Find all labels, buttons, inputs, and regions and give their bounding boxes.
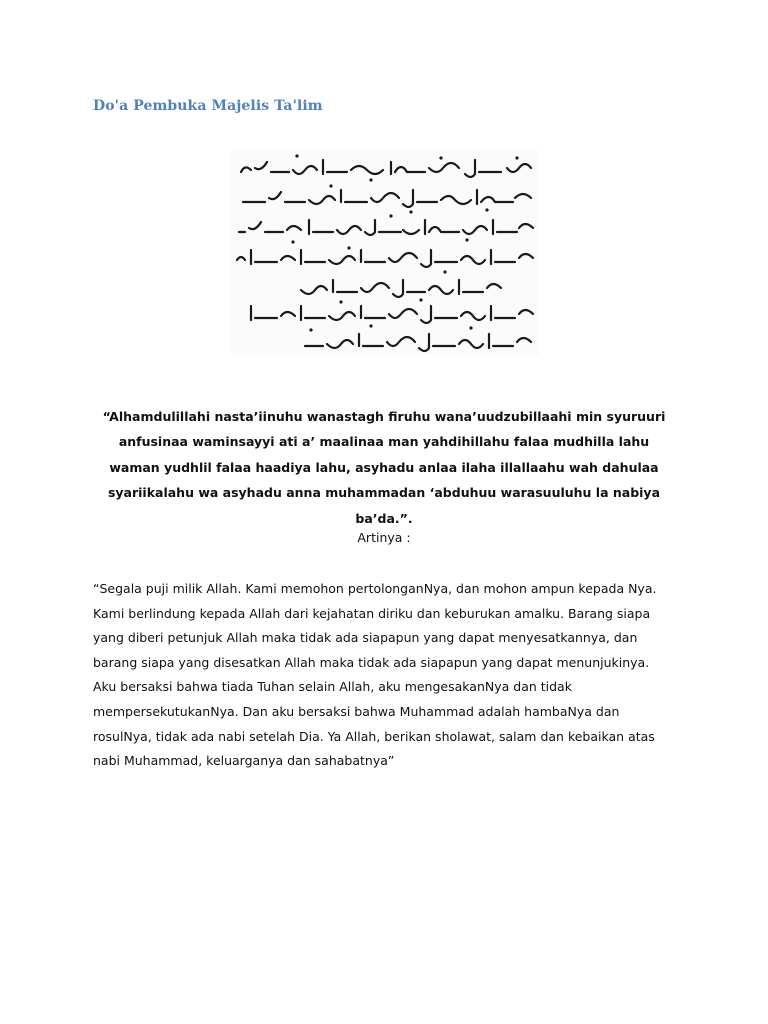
document-title: Do'a Pembuka Majelis Ta'lim [93, 98, 323, 114]
arabic-doa-image [231, 150, 539, 355]
transliteration-paragraph: “Alhamdulillahi nasta’iinuhu wanastagh firuhu wana’uudzubillaahi min syuruuri anfusinaa waminsayyi ati a’ maalinaa man yahdihillahu falaa mudhilla lahu waman yudhlil falaa haadiya lahu, asyhadu anlaa ilaha illallaahu wah dahulaa syariikalahu wa asyhadu anna muhammadan ‘abduhuu warasuuluhu la nabiya ba’da.”. [102, 409, 666, 526]
arabic-calligraphy-icon [231, 150, 539, 355]
artinya-label: Artinya : [357, 530, 411, 545]
translation-paragraph: “Segala puji milik Allah. Kami memohon pertolonganNya, dan mohon ampun kepada Nya. Kami berlindung kepada Allah dari kejahatan diriku dan keburukan amalku. Barang siapa yang diberi petunjuk Allah maka tidak ada siapapun yang dapat menyesatkannya, dan barang siapa yang disesatkan Allah maka tidak ada siapapun yang dapat menunjukinya. Aku bersaksi bahwa tiada Tuhan selain Allah, aku mengesakanNya dan tidak mempersekutukanNya. Dan aku bersaksi bahwa Muhammad adalah hambaNya dan rosulNya, tidak ada nabi setelah Dia. Ya Allah, berikan sholawat, salam dan kebaikan atas nabi Muhammad, keluarganya dan sahabatnya” [93, 581, 657, 769]
